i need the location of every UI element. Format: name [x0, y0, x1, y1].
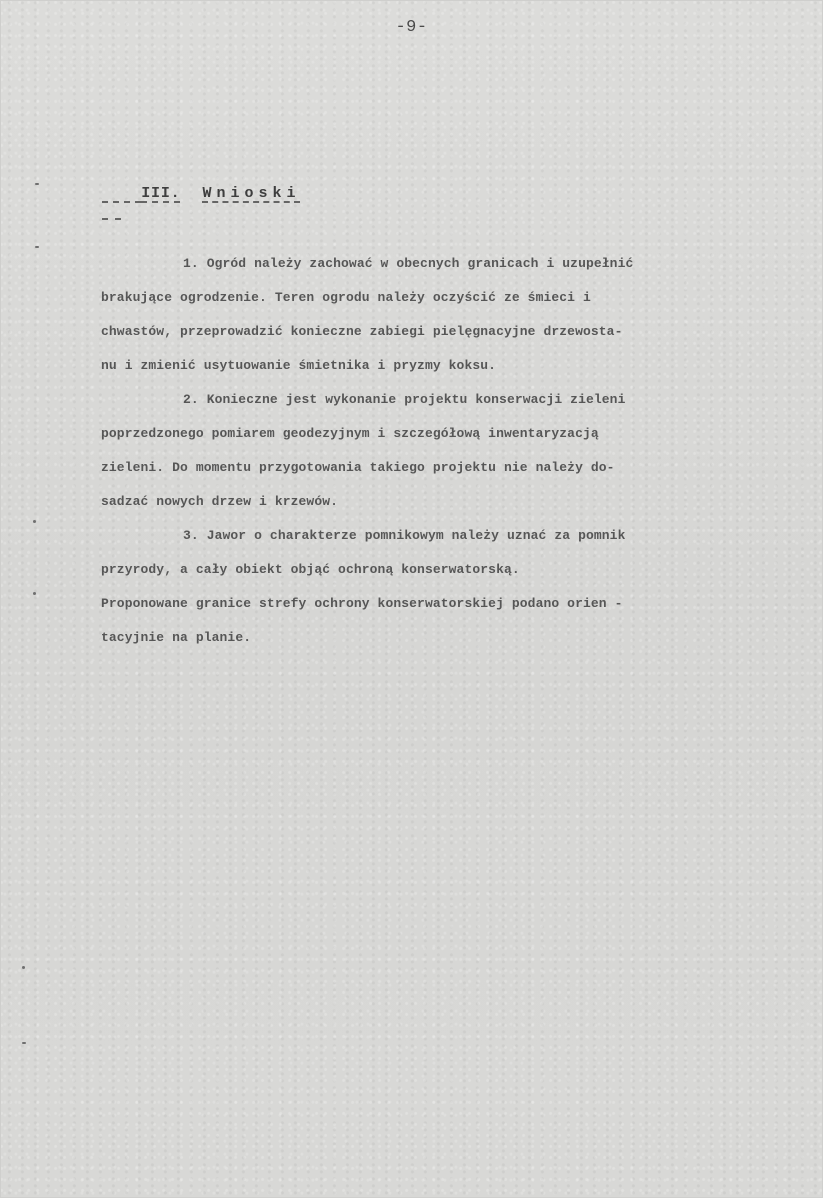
paragraph-1-line-1: 1. Ogród należy zachować w obecnych granicach i uzupełnić	[183, 256, 634, 271]
paragraph-3-line-2: przyrody, a cały obiekt objąć ochroną konserwatorską.	[101, 562, 520, 577]
margin-mark	[22, 1042, 26, 1044]
margin-mark	[22, 966, 25, 969]
margin-mark	[33, 520, 36, 523]
page-number: -9-	[395, 18, 428, 37]
section-heading-title: Wnioski	[202, 185, 301, 202]
margin-mark	[35, 246, 39, 248]
paragraph-2-line-2: poprzedzonego pomiarem geodezyjnym i szczegółową inwentaryzacją	[101, 426, 599, 441]
paragraph-1-line-3: chwastów, przeprowadzić konieczne zabiegi pielęgnacyjne drzewosta-	[101, 324, 623, 339]
paragraph-2-line-3: zieleni. Do momentu przygotowania takiego projektu nie należy do-	[101, 460, 615, 475]
paragraph-1-line-2: brakujące ogrodzenie. Teren ogrodu należy oczyścić ze śmieci i	[101, 290, 591, 305]
margin-mark	[33, 592, 36, 595]
paragraph-1-line-4: nu i zmienić usytuowanie śmietnika i pryzmy koksu.	[101, 358, 497, 373]
margin-mark	[35, 183, 39, 185]
section-heading	[102, 168, 300, 219]
paragraph-3-line-1: 3. Jawor o charakterze pomnikowym należy uznać za pomnik	[183, 528, 626, 543]
paragraph-3-line-4: tacyjnie na planie.	[101, 630, 252, 645]
paragraph-2-line-4: sadzać nowych drzew i krzewów.	[101, 494, 339, 509]
paragraph-2-line-1: 2. Konieczne jest wykonanie projektu konserwacji zieleni	[183, 392, 626, 407]
body-text	[101, 247, 751, 655]
section-heading-number: III.	[141, 185, 181, 202]
paragraph-3-line-3: Proponowane granice strefy ochrony konserwatorskiej podano orien -	[101, 596, 623, 611]
